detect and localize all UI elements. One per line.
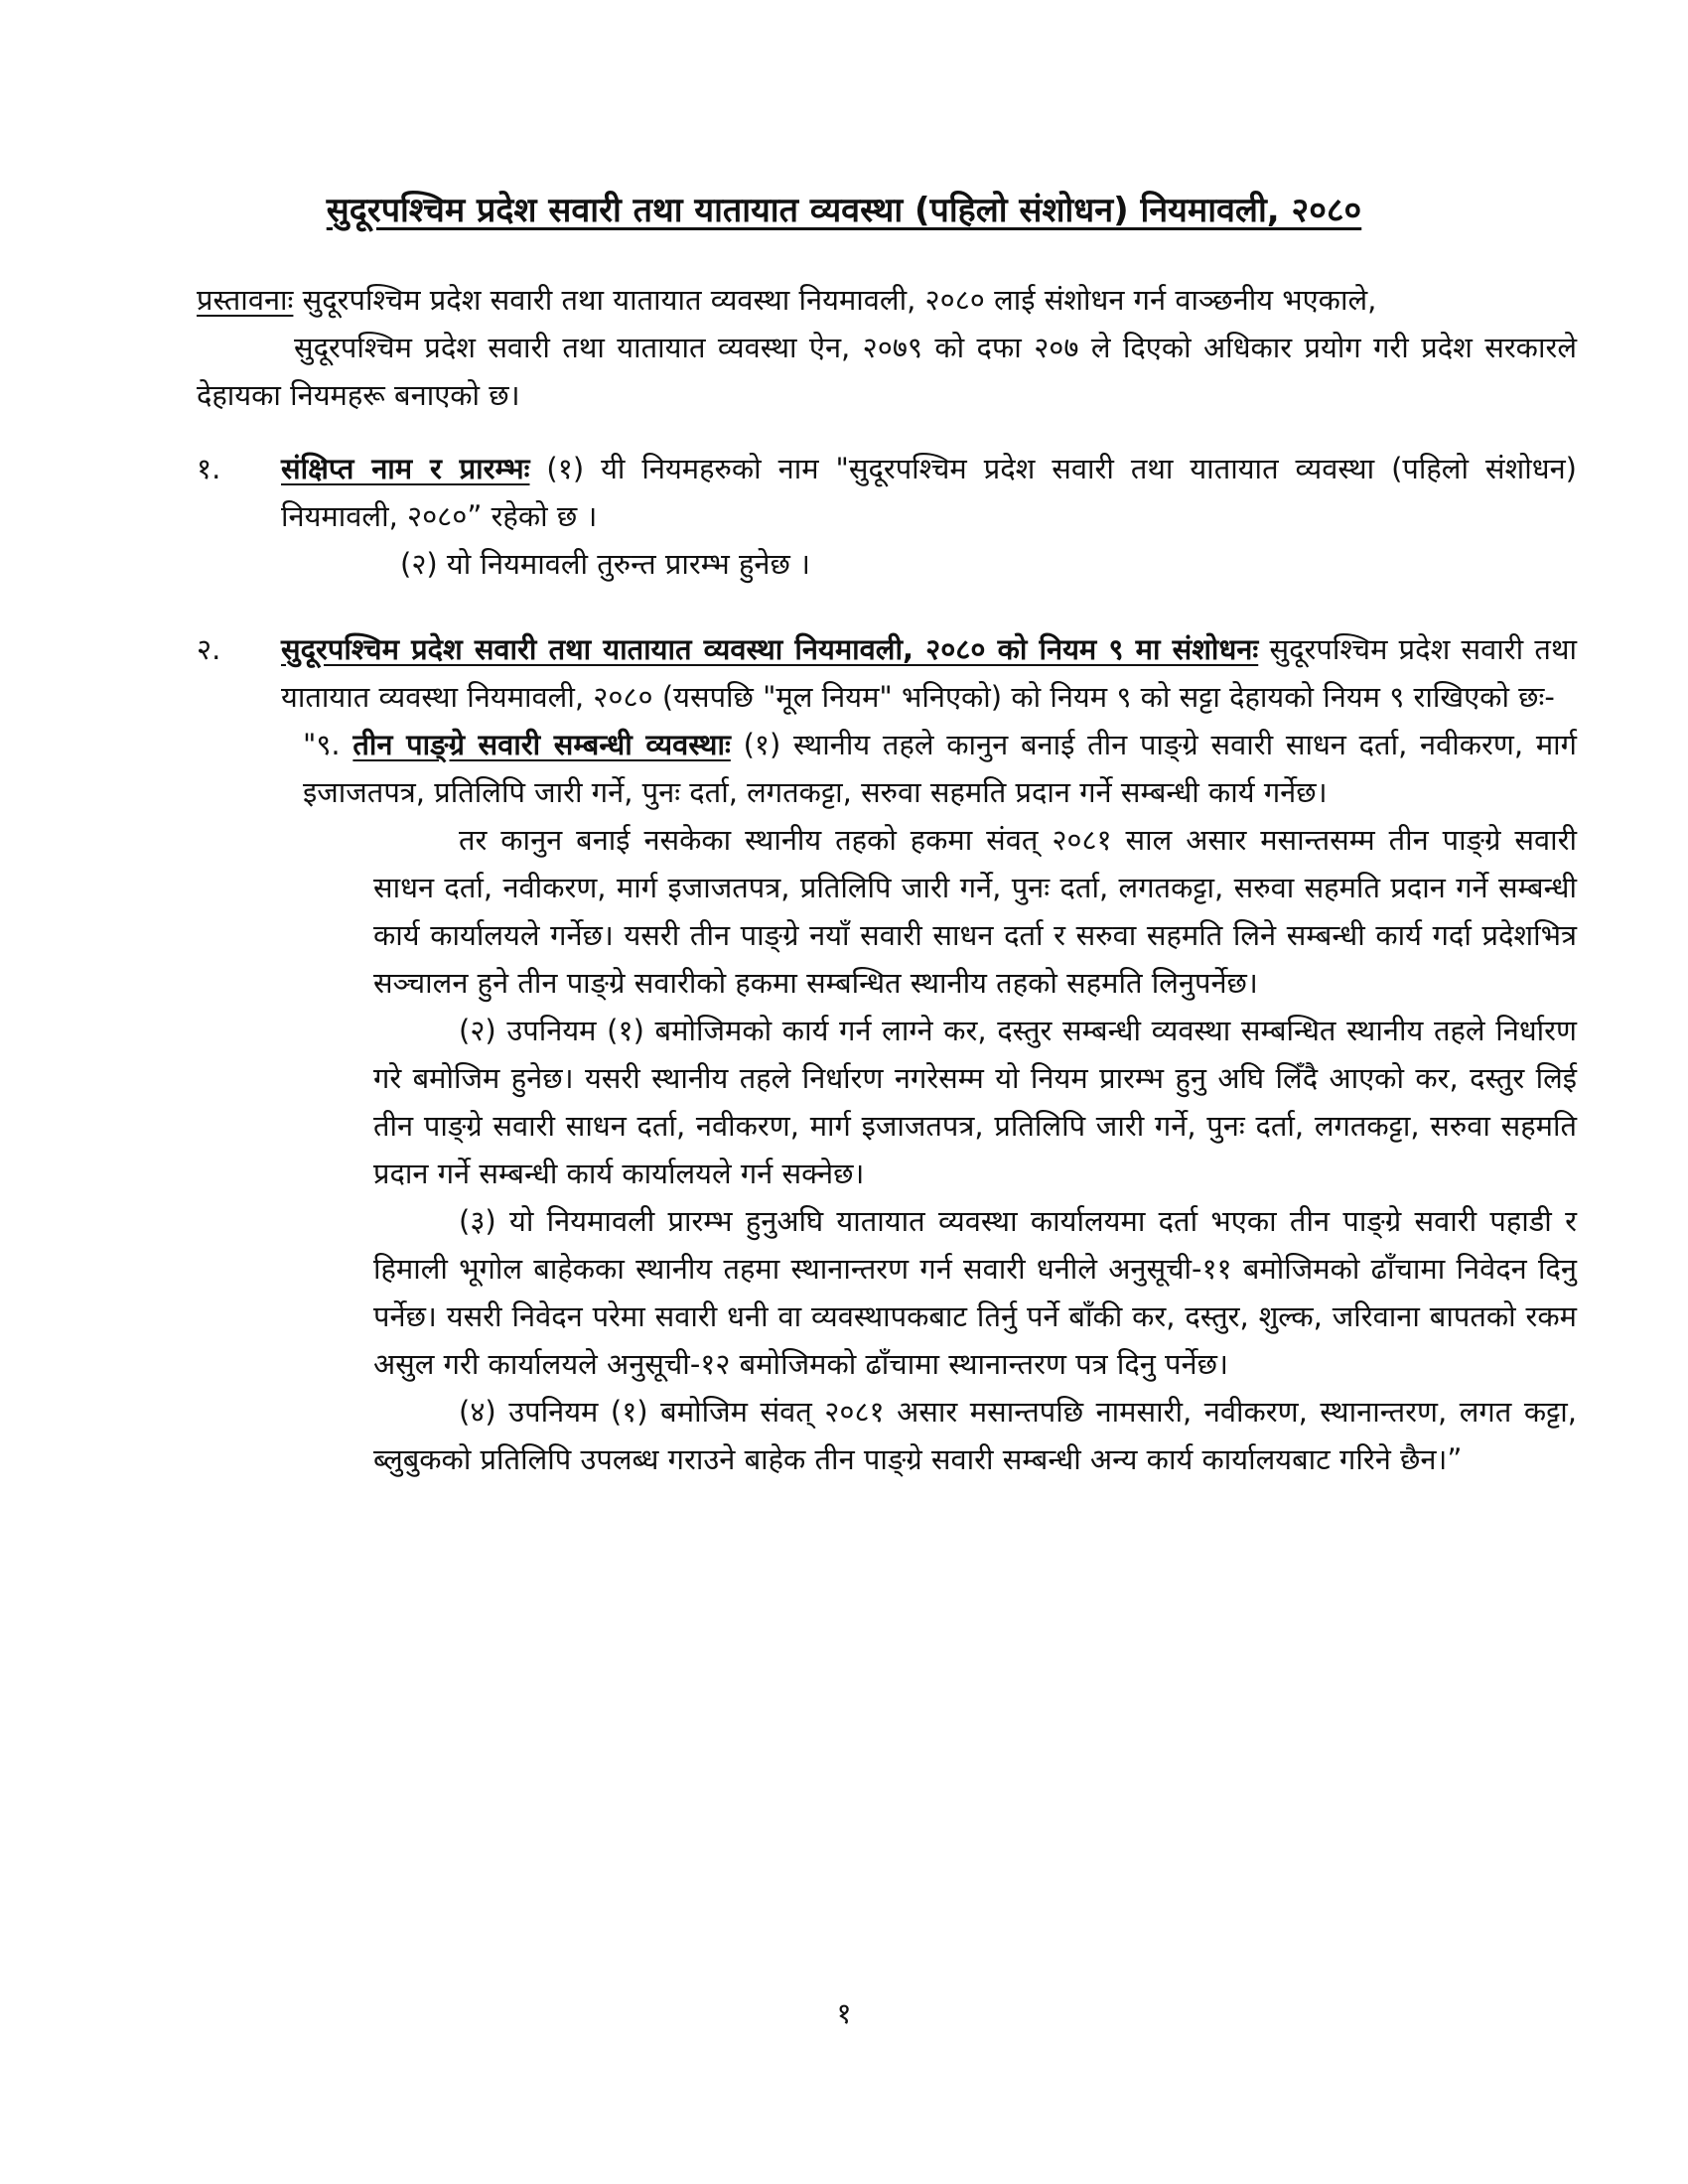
document-title: सुदूरपश्चिम प्रदेश सवारी तथा यातायात व्यवस्था (पहिलो संशोधन) नियमावली, २०८० (326, 191, 1362, 230)
rule-9-prefix: "९. (303, 728, 353, 761)
section-2 (197, 625, 1577, 1483)
preamble (197, 276, 1577, 419)
rule-9-subsection-2: (२) उपनियम (१) बमोजिमको कार्य गर्न लाग्ने कर, दस्तुर सम्बन्धी व्यवस्था सम्बन्धित स्थानीय तहले निर्धारण गरे बमोजिम हुनेछ। यसरी स्थानीय तहले निर्धारण नगरेसम्म यो नियम प्रारम्भ हुनु अघि लिँदै आएको कर, दस्तुर लिई तीन पाङ्ग्रे सवारी साधन दर्ता, नवीकरण, मार्ग इजाजतपत्र, प्रतिलिपि जारी गर्ने, पुनः दर्ता, लगतकट्टा, सरुवा सहमति प्रदान गर्ने सम्बन्धी कार्य कार्यालयले गर्न सक्नेछ। (373, 1014, 1577, 1190)
rule-9-proviso: तर कानुन बनाई नसकेका स्थानीय तहको हकमा संवत् २०८१ साल असार मसान्तसम्म तीन पाङ्ग्रे सवारी साधन दर्ता, नवीकरण, मार्ग इजाजतपत्र, प्रतिलिपि जारी गर्ने, पुनः दर्ता, लगतकट्टा, सरुवा सहमति प्रदान गर्ने सम्बन्धी कार्य कार्यालयले गर्नेछ। यसरी तीन पाङ्ग्रे नयाँ सवारी साधन दर्ता र सरुवा सहमति लिने सम्बन्धी कार्य गर्दा प्रदेशभित्र सञ्चालन हुने तीन पाङ्ग्रे सवारीको हकमा सम्बन्धित स्थानीय तहको सहमति लिनुपर्नेछ। (373, 823, 1577, 1000)
preamble-label: प्रस्तावनाः (197, 283, 294, 317)
section-1 (197, 445, 1577, 588)
section-1-text: (१) यी नियमहरुको नाम "सुदूरपश्चिम प्रदेश सवारी तथा यातायात व्यवस्था (पहिलो संशोधन) नियमावली, २०८०” रहेको छ । (281, 452, 1577, 533)
rule-9-subsection-4: (४) उपनियम (१) बमोजिम संवत् २०८१ असार मसान्तपछि नामसारी, नवीकरण, स्थानान्तरण, लगत कट्टा, ब्लुबुकको प्रतिलिपि उपलब्ध गराउने बाहेक तीन पाङ्ग्रे सवारी सम्बन्धी अन्य कार्य कार्यालयबाट गरिने छैन।” (373, 1395, 1577, 1476)
section-2-number: २. (197, 632, 221, 666)
section-2-text: सुदूरपश्चिम प्रदेश सवारी तथा यातायात व्यवस्था नियमावली, २०८० (यसपछि "मूल नियम" भनिएको) को नियम ९ को सट्टा देहायको नियम ९ राखिएको छः- (281, 632, 1577, 714)
rule-9-subsection-3: (३) यो नियमावली प्रारम्भ हुनुअघि यातायात व्यवस्था कार्यालयमा दर्ता भएका तीन पाङ्ग्रे सवारी पहाडी र हिमाली भूगोल बाहेकका स्थानीय तहमा स्थानान्तरण गर्न सवारी धनीले अनुसूची-११ बमोजिमको ढाँचामा निवेदन दिनु पर्नेछ। यसरी निवेदन परेमा सवारी धनी वा व्यवस्थापकबाट तिर्नु पर्ने बाँकी कर, दस्तुर, शुल्क, जरिवाना बापतको रकम असुल गरी कार्यालयले अनुसूची-१२ बमोजिमको ढाँचामा स्थानान्तरण पत्र दिनु पर्नेछ। (373, 1204, 1577, 1381)
section-1-subsection-2: (२) यो नियमावली तुरुन्त प्रारम्भ हुनेछ । (400, 547, 811, 581)
rule-9-heading: तीन पाङ्ग्रे सवारी सम्बन्धी व्यवस्थाः (352, 728, 731, 761)
preamble-line1: सुदूरपश्चिम प्रदेश सवारी तथा यातायात व्यवस्था नियमावली, २०८० लाई संशोधन गर्न वाञ्छनीय भएकाले, (293, 283, 1377, 317)
rule-9-text: (१) स्थानीय तहले कानुन बनाई तीन पाङ्ग्रे सवारी साधन दर्ता, नवीकरण, मार्ग इजाजतपत्र, प्रतिलिपि जारी गर्ने, पुनः दर्ता, लगतकट्टा, सरुवा सहमति प्रदान गर्ने सम्बन्धी कार्य गर्नेछ। (303, 728, 1577, 809)
section-1-number: १. (197, 452, 221, 485)
preamble-line2: सुदूरपश्चिम प्रदेश सवारी तथा यातायात व्यवस्था ऐन, २०७९ को दफा २०७ ले दिएको अधिकार प्रयोग गरी प्रदेश सरकारले देहायका नियमहरू बनाएको छ। (197, 331, 1577, 412)
section-1-heading: संक्षिप्त नाम र प्रारम्भः (281, 452, 530, 485)
page-number: १ (836, 1996, 852, 2030)
section-2-heading: सुदूरपश्चिम प्रदेश सवारी तथा यातायात व्यवस्था नियमावली, २०८० को नियम ९ मा संशोधनः (281, 632, 1259, 666)
